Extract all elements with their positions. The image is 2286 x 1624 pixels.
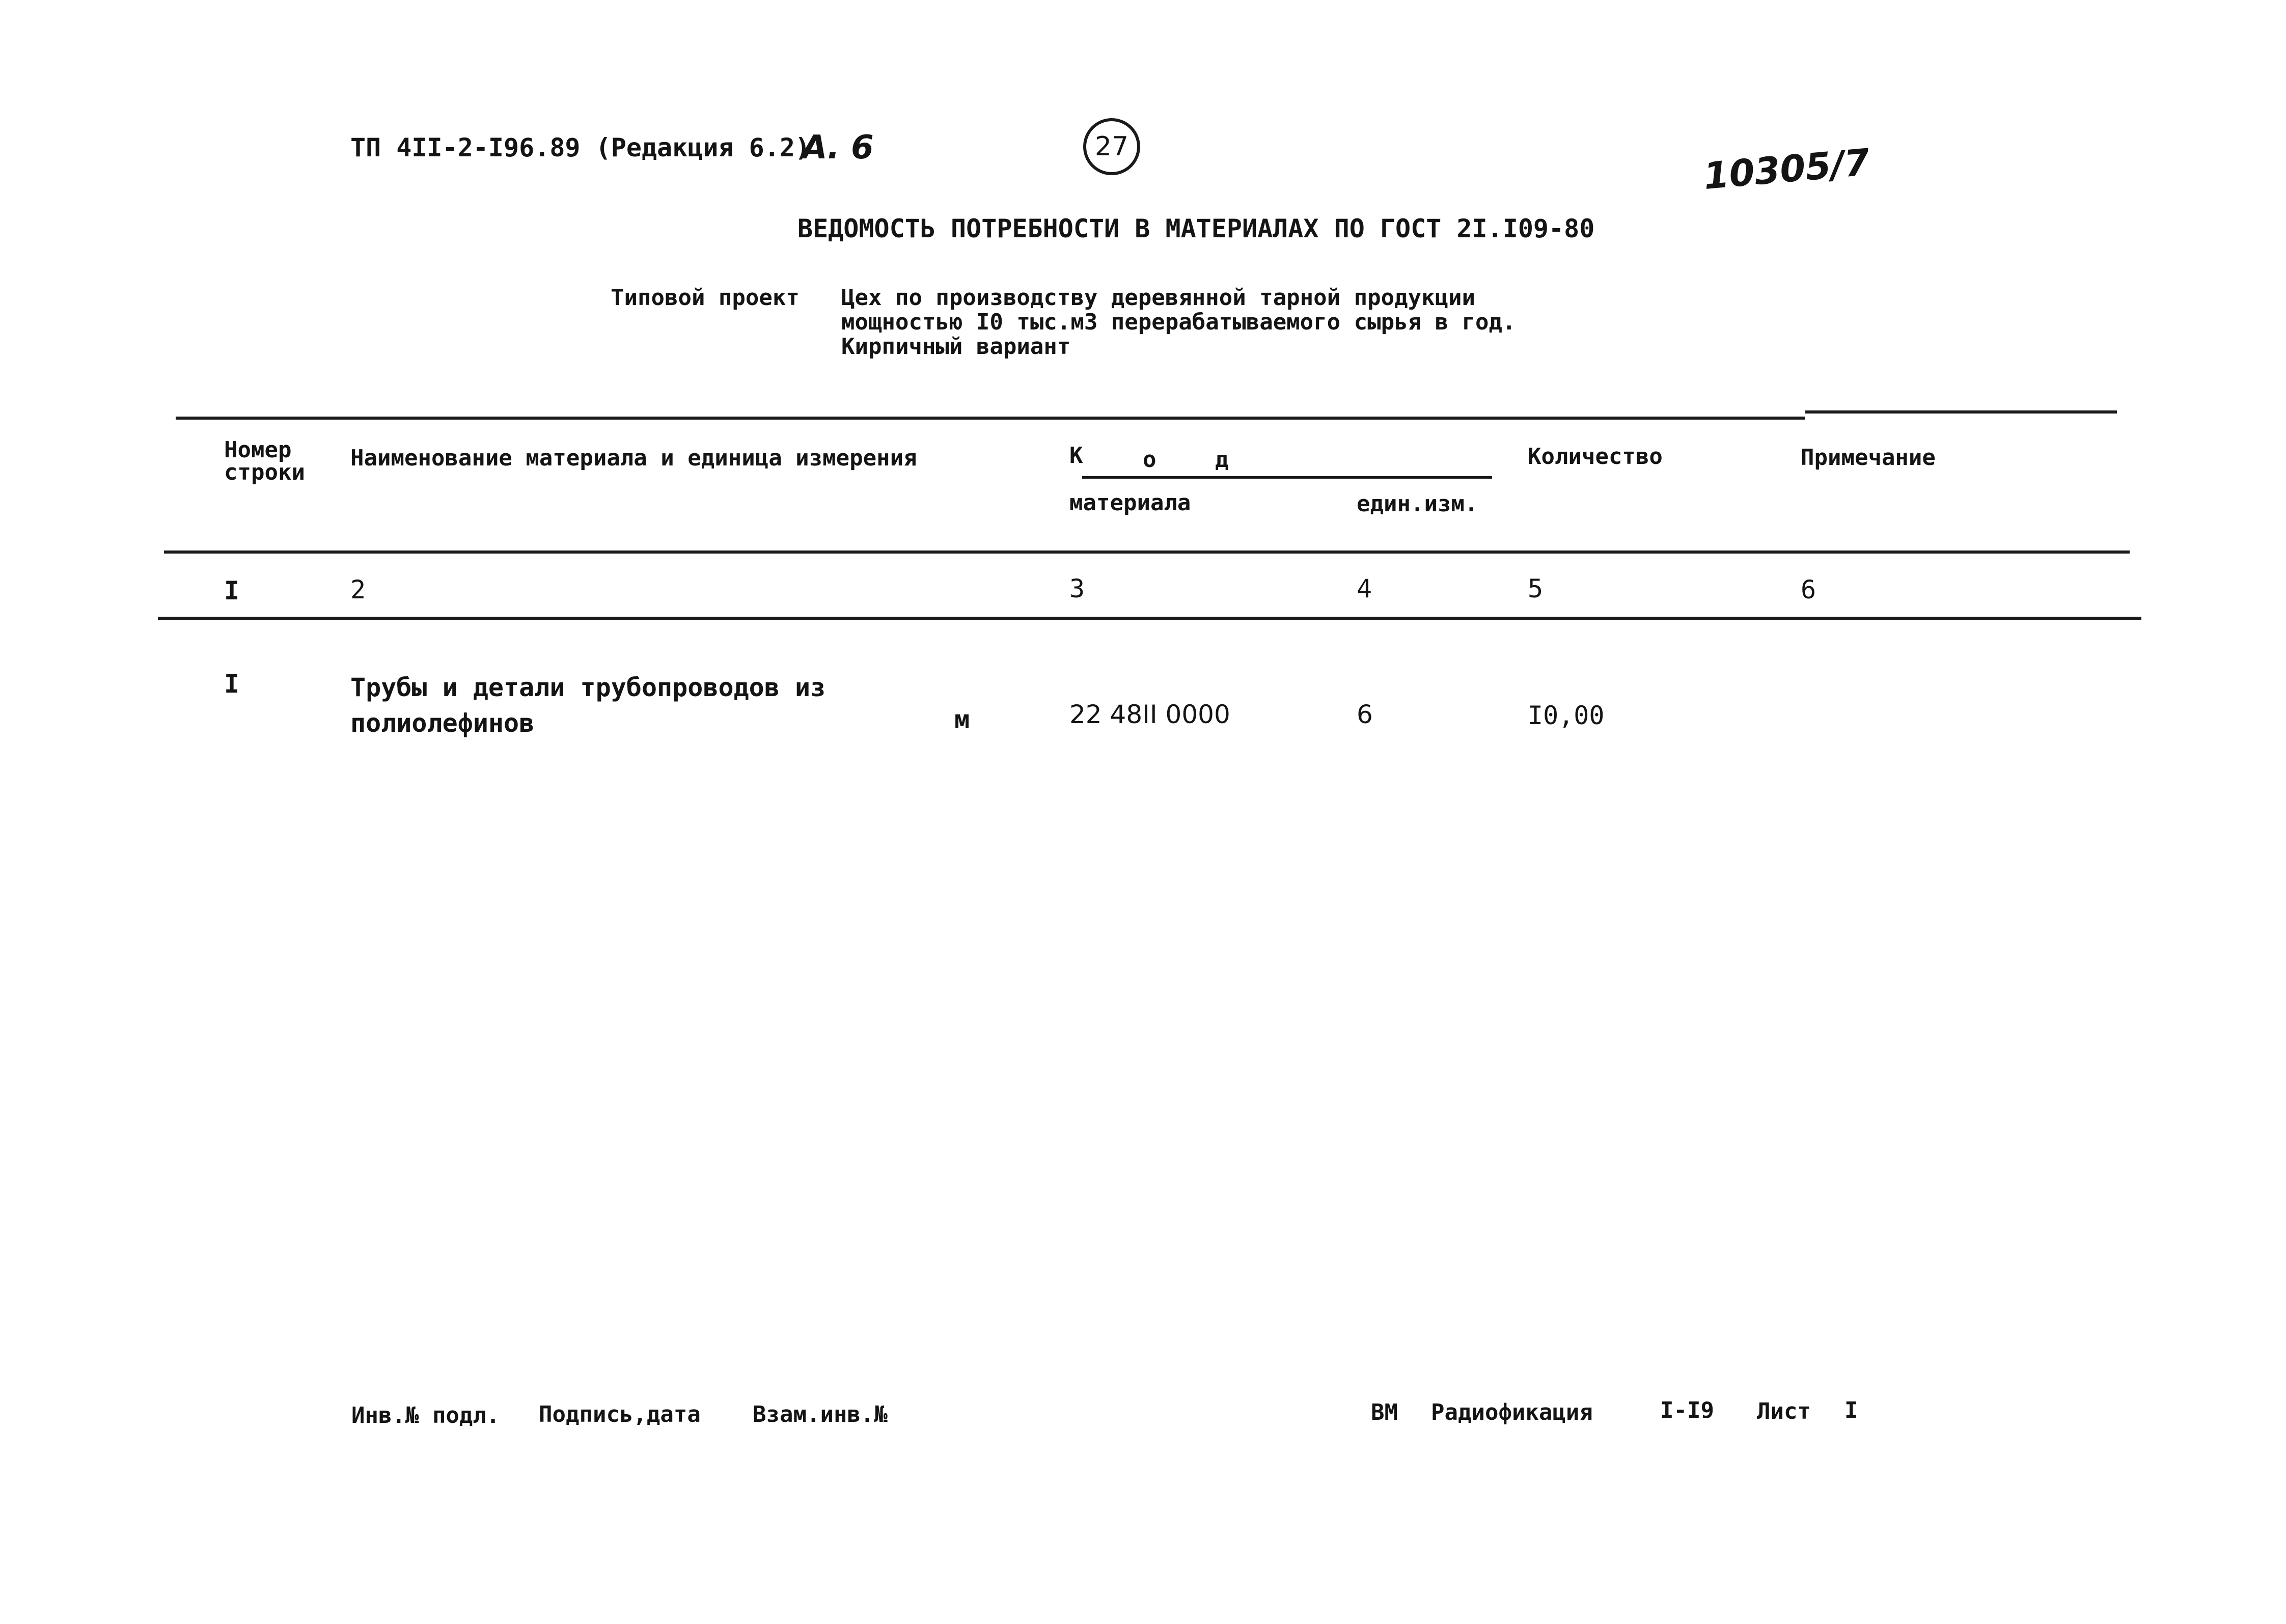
column-number-2: 2 [350,575,366,604]
header-material-code: материала [1069,490,1191,516]
footer-sheet-label: Лист [1757,1398,1811,1424]
unit-code: 6 [1357,700,1373,729]
footer-section: ВМ [1371,1399,1398,1425]
header-row-number-line-1: Номер [224,437,292,463]
header-quantity: Количество [1528,444,1663,470]
footer-replace-label: Взам.инв.№ [753,1401,888,1427]
header-material-name: Наименование материала и единица измерения [350,445,917,471]
project-line-1: Цех по производству деревянной тарной продукции [841,285,1476,311]
header-bottom-rule [164,550,2130,554]
header-row-number [224,439,305,484]
page-number-stamp [1083,118,1140,175]
album-mark: А. 6 [802,129,874,167]
material-name-line-2: полиолефинов [350,708,535,738]
material-unit: м [954,705,970,734]
code-header-rule [1082,476,1492,479]
project-line-2: мощностью I0 тыс.м3 перерабатываемого сырья в год. [841,309,1516,335]
document-title: ВЕДОМОСТЬ ПОТРЕБНОСТИ В МАТЕРИАЛАХ ПО ГОСТ 2I.I09-80 [797,214,1595,243]
footer-inv-label: Инв.№ подл. [351,1402,500,1428]
footer-range: I-I9 [1660,1397,1714,1423]
column-number-5: 5 [1528,574,1544,603]
header-code-letter-k: К [1069,443,1083,469]
material-name [350,670,825,741]
column-number-3: 3 [1069,574,1085,603]
project-label: Типовой проект [611,285,800,311]
header-row-number-line-2: строки [224,459,305,485]
header-code-letter-d: д [1215,447,1229,473]
row-number: I [224,669,240,699]
footer-sheet-number: I [1844,1397,1858,1423]
inventory-number: 10305/7 [1701,140,1871,198]
header-code-letter-o: о [1143,447,1156,473]
column-number-4: 4 [1357,574,1372,603]
document-code: ТП 4II-2-I96.89 (Редакция 6.2) [350,133,811,162]
project-description [841,286,1516,359]
header-note: Примечание [1801,445,1936,471]
column-number-6: 6 [1801,575,1816,604]
quantity: I0,00 [1528,701,1605,730]
header-unit-code: един.изм. [1357,491,1478,517]
project-line-3: Кирпичный вариант [841,334,1071,360]
column-number-1: I [224,576,240,605]
material-code: 22 48II 0000 [1069,700,1230,729]
footer-sign-label: Подпись,дата [539,1401,701,1427]
numbers-bottom-rule [158,617,2141,620]
footer-section-name: Радиофикация [1431,1399,1593,1425]
table-top-rule-right [1805,410,2117,414]
material-name-line-1: Трубы и детали трубопроводов из [350,673,826,702]
page-number: 27 [1094,131,1129,162]
table-top-rule [176,417,1805,420]
